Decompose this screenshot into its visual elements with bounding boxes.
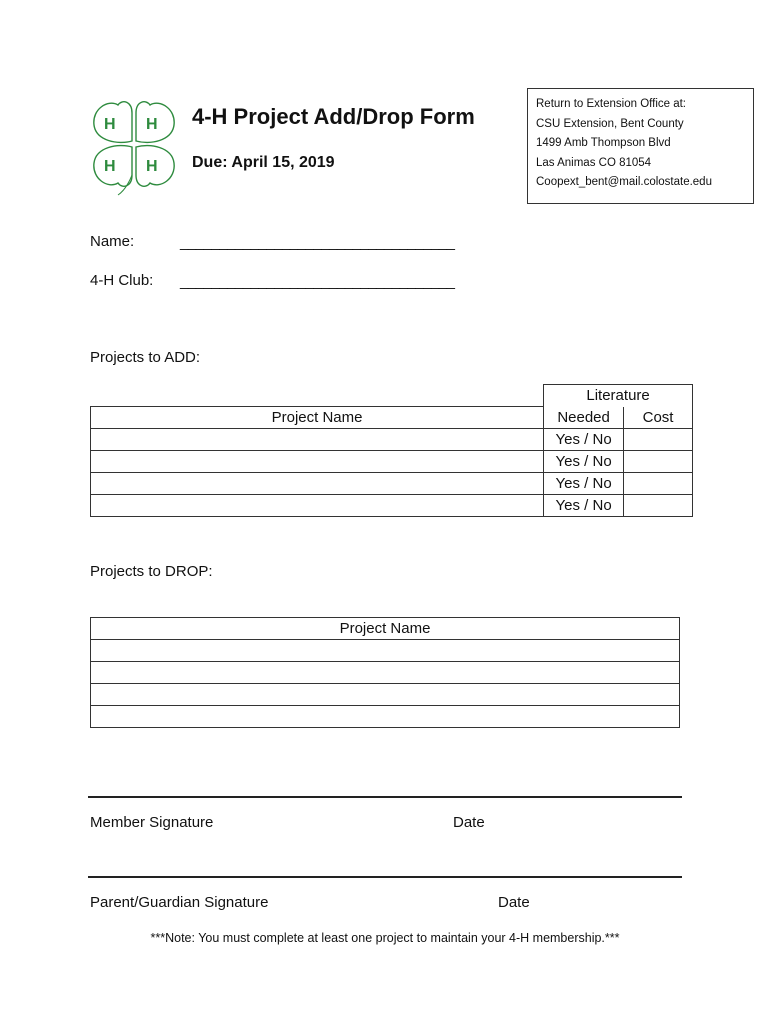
member-date-label: Date bbox=[453, 814, 485, 831]
drop-project-cell[interactable] bbox=[91, 662, 680, 684]
drop-project-cell[interactable] bbox=[91, 640, 680, 662]
drop-project-cell[interactable] bbox=[91, 684, 680, 706]
club-field[interactable]: ___________________________________ bbox=[180, 273, 455, 290]
cost-cell[interactable] bbox=[624, 473, 693, 495]
svg-text:H: H bbox=[146, 116, 158, 133]
table-row bbox=[91, 662, 680, 684]
membership-note: ***Note: You must complete at least one project to maintain your 4-H membership.*** bbox=[150, 931, 620, 945]
drop-table bbox=[90, 617, 680, 728]
add-table bbox=[90, 384, 693, 517]
add-project-cell[interactable] bbox=[91, 495, 544, 517]
cost-cell[interactable] bbox=[624, 495, 693, 517]
member-signature-line[interactable] bbox=[88, 796, 682, 798]
name-label: Name: bbox=[90, 233, 135, 250]
add-heading: Projects to ADD: bbox=[90, 349, 201, 366]
return-line: Coopext_bent@mail.colostate.edu bbox=[536, 176, 712, 188]
table-row bbox=[91, 429, 693, 451]
literature-choice[interactable]: Yes / No bbox=[544, 429, 624, 451]
svg-text:H: H bbox=[146, 158, 158, 175]
due-date: Due: April 15, 2019 bbox=[192, 154, 335, 171]
return-line: 1499 Amb Thompson Blvd bbox=[536, 137, 671, 149]
form-title: 4-H Project Add/Drop Form bbox=[192, 104, 475, 129]
member-signature-label: Member Signature bbox=[90, 814, 214, 831]
svg-text:H: H bbox=[104, 158, 116, 175]
literature-choice[interactable]: Yes / No bbox=[544, 495, 624, 517]
project-name-header: Project Name bbox=[91, 407, 544, 429]
table-row bbox=[91, 451, 693, 473]
return-line: Return to Extension Office at: bbox=[536, 98, 687, 110]
cost-cell[interactable] bbox=[624, 451, 693, 473]
add-project-cell[interactable] bbox=[91, 473, 544, 495]
table-row bbox=[91, 495, 693, 517]
add-project-cell[interactable] bbox=[91, 451, 544, 473]
table-row bbox=[91, 684, 680, 706]
drop-heading: Projects to DROP: bbox=[90, 563, 213, 580]
needed-header: Needed bbox=[544, 407, 624, 429]
club-label: 4-H Club: bbox=[90, 272, 154, 289]
drop-project-cell[interactable] bbox=[91, 706, 680, 728]
table-row bbox=[91, 640, 680, 662]
literature-choice[interactable]: Yes / No bbox=[544, 473, 624, 495]
parent-signature-label: Parent/Guardian Signature bbox=[90, 894, 269, 911]
name-field[interactable]: ___________________________________ bbox=[180, 234, 455, 251]
parent-date-label: Date bbox=[498, 894, 530, 911]
table-row bbox=[91, 473, 693, 495]
add-project-cell[interactable] bbox=[91, 429, 544, 451]
table-row bbox=[91, 706, 680, 728]
cost-cell[interactable] bbox=[624, 429, 693, 451]
svg-text:H: H bbox=[104, 116, 116, 133]
drop-project-name-header: Project Name bbox=[91, 618, 680, 640]
literature-choice[interactable]: Yes / No bbox=[544, 451, 624, 473]
cost-header: Cost bbox=[624, 407, 693, 429]
literature-header: Literature bbox=[544, 385, 693, 407]
return-line: CSU Extension, Bent County bbox=[536, 117, 684, 130]
return-address-box bbox=[527, 88, 754, 204]
parent-signature-line[interactable] bbox=[88, 876, 682, 878]
4h-clover-logo bbox=[88, 95, 180, 197]
return-line: Las Animas CO 81054 bbox=[536, 156, 652, 169]
